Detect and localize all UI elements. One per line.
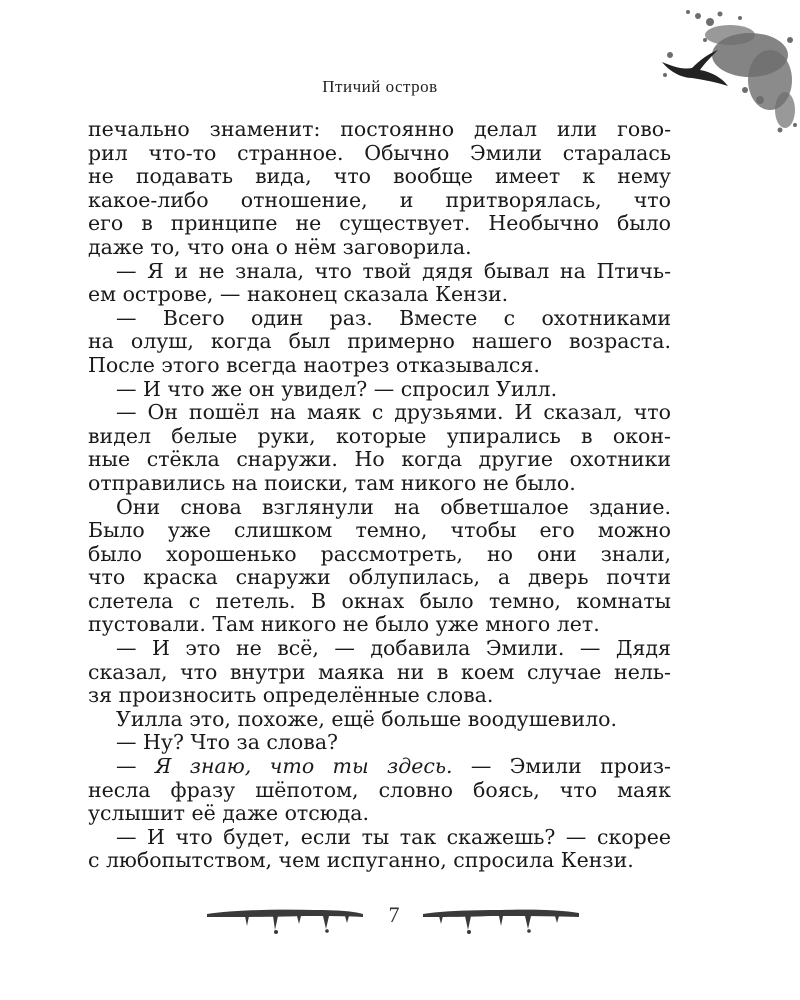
text-line: услышит её даже отсюда. [88, 802, 369, 826]
text-fragment: — Эмили произ- [470, 755, 671, 779]
text-line: ем острове, — наконец сказала Кензи. [88, 283, 509, 307]
text-line: с любопытством, чем испуганно, спросила Кензи. [88, 849, 634, 873]
text-line: — Всего один раз. Вместе с охотниками [116, 306, 671, 330]
text-line: на олуш, когда был примерно нашего возраста. [88, 330, 671, 354]
text-line: ные стёкла снаружи. Но когда другие охотники [88, 448, 671, 472]
text-line: Уилла это, похоже, ещё больше воодушевило. [116, 707, 617, 731]
text-line: даже то, что она о нём заговорила. [88, 235, 472, 259]
body-text [88, 118, 671, 873]
text-line: было хорошенько рассмотреть, но они знали, [88, 542, 671, 566]
text-line: — Я и не знала, что твой дядя бывал на Птичь- [116, 259, 671, 283]
text-line: зя произносить определённые слова. [88, 684, 494, 708]
text-line: его в принципе не существует. Необычно было [88, 212, 671, 236]
text-line: сказал, что внутри маяка ни в коем случае нель- [88, 660, 671, 684]
text-line: — И что будет, если ты так скажешь? — скорее [116, 825, 671, 849]
ink-drip-ornament-icon [205, 896, 365, 936]
text-line: — Ну? Что за слова? [116, 731, 339, 755]
page-number: 7 [388, 902, 400, 927]
ink-drip-ornament-icon [421, 896, 581, 936]
text-line: рил что-то странное. Обычно Эмили старалась [88, 141, 671, 165]
text-line: какое-либо отношение, и притворялась, что [88, 188, 671, 212]
text-line: слетела с петель. В окнах было темно, комнаты [88, 589, 671, 613]
text-line: печально знаменит: постоянно делал или гово- [88, 118, 671, 141]
text-line: несла фразу шёпотом, словно боясь, что маяк [88, 778, 671, 802]
text-line: отправились на поиски, там никого не было. [88, 471, 576, 495]
running-head: Птичий остров [322, 77, 438, 96]
text-line: что краска снаружи облупилась, а дверь почти [88, 566, 671, 590]
italic-phrase: Я знаю, что ты здесь. [154, 755, 453, 779]
text-line: После этого всегда наотрез отказывался. [88, 353, 540, 377]
text-line: видел белые руки, которые упирались в окон- [88, 424, 671, 448]
text-line: Было уже слишком темно, чтобы его можно [88, 519, 671, 543]
text-line: — И что же он увидел? — спросил Уилл. [116, 377, 558, 401]
text-line: — И это не всё, — добавила Эмили. — Дядя [116, 637, 671, 661]
text-line: не подавать вида, что вообще имеет к нему [88, 165, 671, 189]
text-line: пустовали. Там никого не было уже много лет. [88, 613, 600, 637]
text-line: Они снова взглянули на обветшалое здание. [116, 495, 671, 519]
text-line-with-italic: — Я знаю, что ты здесь. — Эмили произ- [116, 755, 671, 779]
page-footer [205, 896, 595, 936]
text-line: — Он пошёл на маяк с друзьями. И сказал, что [116, 401, 671, 425]
